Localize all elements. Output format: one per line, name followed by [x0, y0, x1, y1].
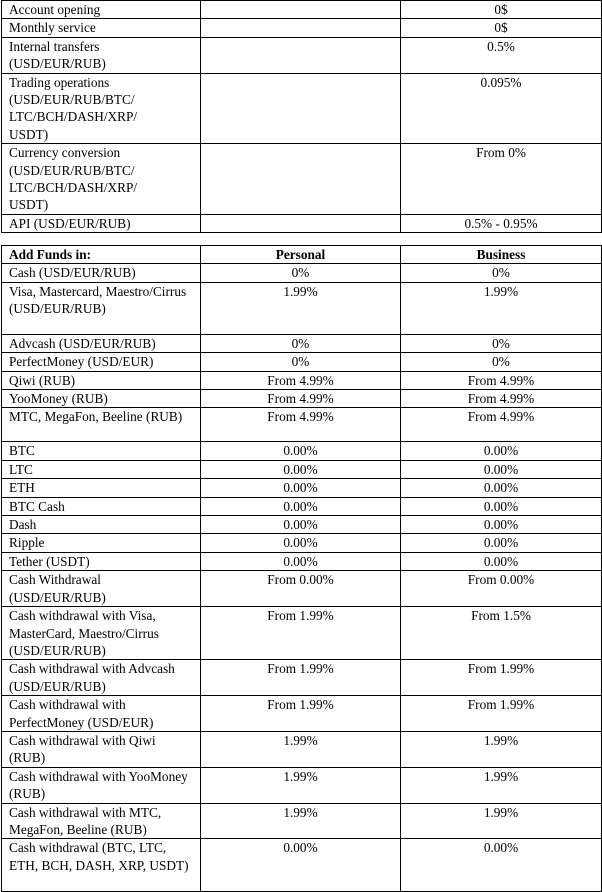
fund-personal-fee: 0.00% [201, 552, 401, 570]
funds-table-row [2, 696, 602, 732]
funds-table-row [2, 803, 602, 839]
funds-table-row [2, 479, 602, 497]
fund-method-label: Ripple [2, 534, 201, 552]
fund-business-fee: 0% [401, 334, 602, 352]
funds-table-row [2, 839, 602, 892]
funds-table-body [2, 264, 602, 892]
fund-business-fee: 0.00% [401, 479, 602, 497]
fund-business-fee: 0.00% [401, 839, 602, 892]
fee-value: 0.5% [401, 37, 602, 73]
funds-table-header [2, 246, 602, 264]
fund-business-fee: 0.00% [401, 552, 602, 570]
fund-business-fee: 0.00% [401, 534, 602, 552]
fee-empty-cell [201, 1, 401, 19]
fee-label: Internal transfers (USD/EUR/RUB) [2, 37, 201, 73]
fund-method-label: Qiwi (RUB) [2, 371, 201, 389]
funds-table-row [2, 516, 602, 534]
fund-method-label: Tether (USDT) [2, 552, 201, 570]
fee-label: API (USD/EUR/RUB) [2, 214, 201, 232]
fund-method-label: Cash withdrawal with Visa, MasterCard, Maestro/Cirrus (USD/EUR/RUB) [2, 607, 201, 660]
fees-table-body [2, 1, 602, 233]
fund-business-fee: From 1.5% [401, 607, 602, 660]
fund-personal-fee: 0.00% [201, 460, 401, 478]
fund-personal-fee: From 4.99% [201, 408, 401, 442]
fund-personal-fee: From 1.99% [201, 696, 401, 732]
fund-personal-fee: 0.00% [201, 479, 401, 497]
funds-table-row [2, 334, 602, 352]
fund-business-fee: 0% [401, 353, 602, 371]
fees-table-row [2, 214, 602, 232]
funds-table [1, 245, 602, 892]
fund-personal-fee: 0% [201, 264, 401, 282]
fund-method-label: Cash (USD/EUR/RUB) [2, 264, 201, 282]
fees-table-row [2, 19, 602, 37]
fund-personal-fee: 0.00% [201, 516, 401, 534]
fund-personal-fee: From 0.00% [201, 571, 401, 607]
fund-method-label: Cash withdrawal with Qiwi (RUB) [2, 731, 201, 767]
fund-method-label: Cash withdrawal (BTC, LTC, ETH, BCH, DASH, XRP, USDT) [2, 839, 201, 892]
fund-business-fee: 0% [401, 264, 602, 282]
funds-table-row [2, 534, 602, 552]
fund-method-label: Cash withdrawal with YooMoney (RUB) [2, 767, 201, 803]
funds-header-business: Business [401, 246, 602, 264]
funds-header-personal: Personal [201, 246, 401, 264]
funds-table-row [2, 442, 602, 460]
fund-method-label: BTC Cash [2, 497, 201, 515]
fund-business-fee: 1.99% [401, 803, 602, 839]
funds-table-row [2, 371, 602, 389]
fee-empty-cell [201, 214, 401, 232]
fee-empty-cell [201, 73, 401, 144]
funds-header-row [2, 246, 602, 264]
funds-table-row [2, 497, 602, 515]
fund-personal-fee: 0.00% [201, 497, 401, 515]
funds-table-row [2, 552, 602, 570]
fund-business-fee: From 0.00% [401, 571, 602, 607]
fund-personal-fee: 1.99% [201, 282, 401, 334]
fund-method-label: YooMoney (RUB) [2, 390, 201, 408]
funds-header-label: Add Funds in: [2, 246, 201, 264]
fund-business-fee: 0.00% [401, 460, 602, 478]
fund-method-label: BTC [2, 442, 201, 460]
funds-table-row [2, 660, 602, 696]
fund-personal-fee: 1.99% [201, 767, 401, 803]
fees-table-row [2, 1, 602, 19]
fund-method-label: PerfectMoney (USD/EUR) [2, 353, 201, 371]
fund-personal-fee: 0% [201, 353, 401, 371]
fund-personal-fee: From 1.99% [201, 607, 401, 660]
fund-personal-fee: 0.00% [201, 442, 401, 460]
fund-business-fee: 1.99% [401, 282, 602, 334]
fund-method-label: Cash withdrawal with MTC, MegaFon, Beeline (RUB) [2, 803, 201, 839]
fund-method-label: Visa, Mastercard, Maestro/Cirrus (USD/EUR/RUB) [2, 282, 201, 334]
fund-method-label: LTC [2, 460, 201, 478]
fee-value: From 0% [401, 144, 602, 215]
fund-personal-fee: 0.00% [201, 839, 401, 892]
fund-business-fee: From 1.99% [401, 696, 602, 732]
fee-empty-cell [201, 19, 401, 37]
fund-personal-fee: 0% [201, 334, 401, 352]
fund-personal-fee: 0.00% [201, 534, 401, 552]
funds-table-row [2, 607, 602, 660]
fund-method-label: Dash [2, 516, 201, 534]
fund-personal-fee: 1.99% [201, 803, 401, 839]
fee-value: 0.5% - 0.95% [401, 214, 602, 232]
funds-table-row [2, 767, 602, 803]
fees-table-row [2, 144, 602, 215]
funds-table-row [2, 408, 602, 442]
fund-business-fee: 0.00% [401, 497, 602, 515]
fund-method-label: Cash Withdrawal (USD/EUR/RUB) [2, 571, 201, 607]
funds-table-row [2, 390, 602, 408]
fund-business-fee: From 1.99% [401, 660, 602, 696]
fee-label: Currency conversion (USD/EUR/RUB/BTC/ LTC/BCH/DASH/XRP/ USDT) [2, 144, 201, 215]
fund-business-fee: From 4.99% [401, 408, 602, 442]
funds-table-row [2, 571, 602, 607]
fund-method-label: Cash withdrawal with Advcash (USD/EUR/RUB) [2, 660, 201, 696]
fee-value: 0.095% [401, 73, 602, 144]
funds-table-row [2, 282, 602, 334]
fee-label: Account opening [2, 1, 201, 19]
funds-table-row [2, 264, 602, 282]
fund-business-fee: 1.99% [401, 731, 602, 767]
fund-method-label: Advcash (USD/EUR/RUB) [2, 334, 201, 352]
fees-table-row [2, 37, 602, 73]
fund-personal-fee: 1.99% [201, 731, 401, 767]
fund-personal-fee: From 1.99% [201, 660, 401, 696]
fund-personal-fee: From 4.99% [201, 390, 401, 408]
fund-business-fee: 0.00% [401, 442, 602, 460]
fee-empty-cell [201, 144, 401, 215]
fund-method-label: ETH [2, 479, 201, 497]
fee-label: Trading operations (USD/EUR/RUB/BTC/ LTC/BCH/DASH/XRP/ USDT) [2, 73, 201, 144]
fee-value: 0$ [401, 19, 602, 37]
fees-table-row [2, 73, 602, 144]
fund-business-fee: From 4.99% [401, 390, 602, 408]
fee-empty-cell [201, 37, 401, 73]
fee-label: Monthly service [2, 19, 201, 37]
fund-personal-fee: From 4.99% [201, 371, 401, 389]
fee-value: 0$ [401, 1, 602, 19]
fund-business-fee: 1.99% [401, 767, 602, 803]
funds-table-row [2, 460, 602, 478]
fund-business-fee: From 4.99% [401, 371, 602, 389]
fund-business-fee: 0.00% [401, 516, 602, 534]
fund-method-label: MTC, MegaFon, Beeline (RUB) [2, 408, 201, 442]
fees-table [1, 0, 602, 233]
fund-method-label: Cash withdrawal with PerfectMoney (USD/EUR) [2, 696, 201, 732]
funds-table-row [2, 731, 602, 767]
funds-table-row [2, 353, 602, 371]
